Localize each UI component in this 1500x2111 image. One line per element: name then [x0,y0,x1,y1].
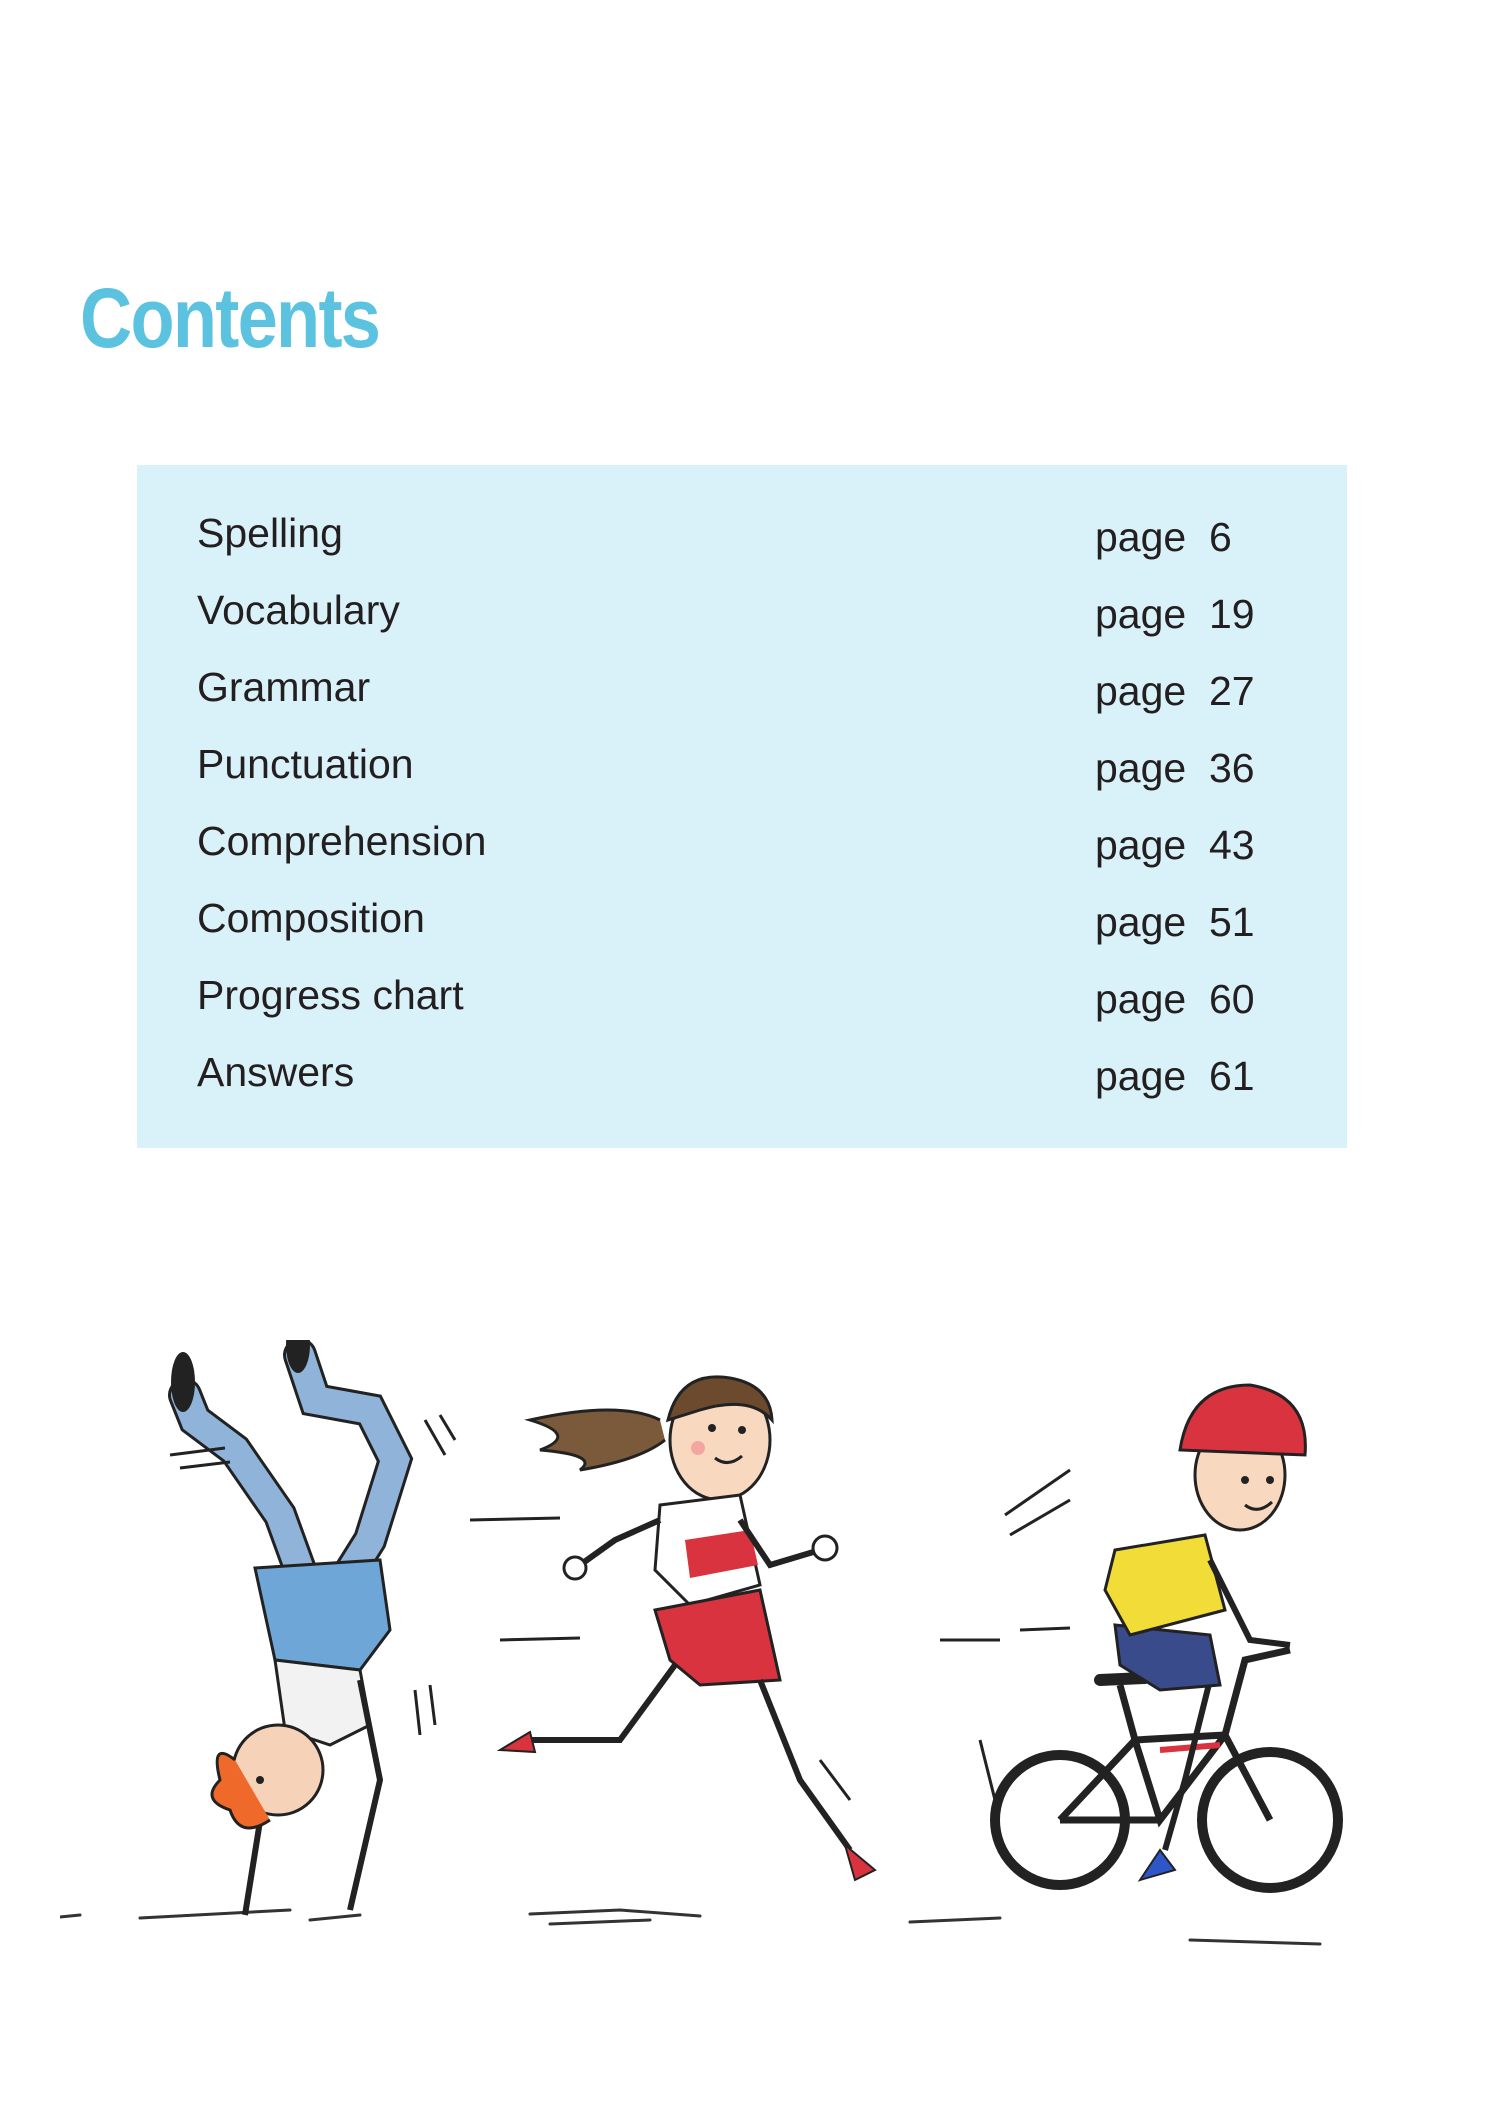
toc-item-page: page 6 [1095,514,1232,560]
toc-item-punctuation[interactable] [137,741,1347,801]
running-girl [470,1377,875,1880]
page-title: Contents [80,271,380,365]
toc-item-comprehension[interactable] [137,818,1347,878]
toc-item-page: page 36 [1095,745,1255,791]
toc-item-page: page 51 [1095,899,1255,945]
toc-item-progress-chart[interactable] [137,972,1347,1032]
ground-lines [60,1910,1320,1944]
toc-item-label: Vocabulary [197,587,400,633]
children-activity-illustration [60,1340,1360,1980]
handstand-boy [170,1340,455,1915]
toc-item-page: page 19 [1095,591,1255,637]
toc-item-page: page 43 [1095,822,1255,868]
toc-item-label: Answers [197,1049,355,1095]
toc-item-label: Comprehension [197,818,487,864]
toc-item-vocabulary[interactable] [137,587,1347,647]
toc-item-page: page 61 [1095,1053,1255,1099]
toc-item-page: page 27 [1095,668,1255,714]
toc-item-label: Progress chart [197,972,464,1018]
cycling-boy [940,1385,1338,1888]
table-of-contents [137,465,1347,1148]
toc-item-grammar[interactable] [137,664,1347,724]
toc-item-spelling[interactable] [137,510,1347,570]
toc-item-label: Grammar [197,664,371,710]
toc-item-label: Composition [197,895,425,941]
toc-item-composition[interactable] [137,895,1347,955]
toc-item-label: Punctuation [197,741,414,787]
toc-item-label: Spelling [197,510,343,556]
toc-item-answers[interactable] [137,1049,1347,1109]
toc-item-page: page 60 [1095,976,1255,1022]
